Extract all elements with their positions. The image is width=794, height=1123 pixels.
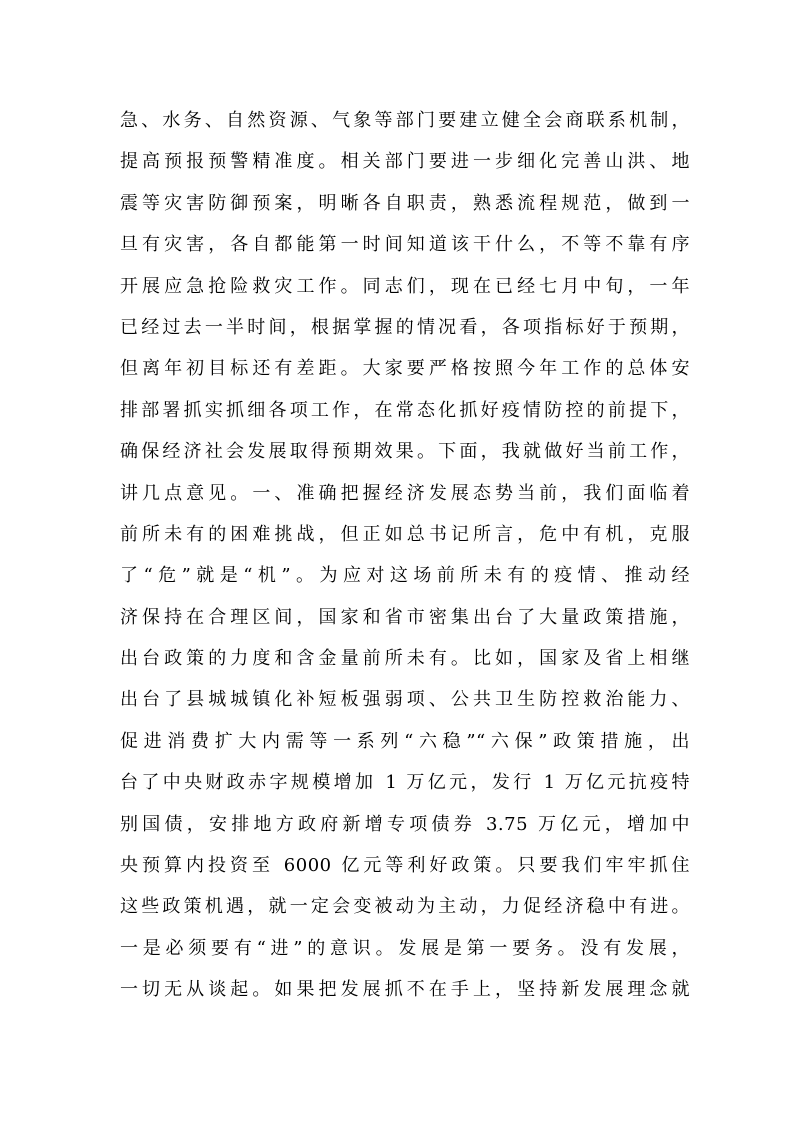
text-line: 排部署抓实抓细各项工作，在常态化抓好疫情防控的前提下， — [120, 399, 690, 421]
text-line: 出台政策的力度和含金量前所未有。比如，国家及省上相继 — [120, 648, 690, 670]
text-line: 已经过去一半时间，根据掌握的情况看，各项指标好于预期， — [120, 316, 690, 338]
text-line: 央预算内投资至 6000 亿元等利好政策。只要我们牢牢抓住 — [120, 855, 690, 877]
text-line: 提高预报预警精准度。相关部门要进一步细化完善山洪、地 — [120, 151, 690, 173]
text-line: 讲几点意见。一、准确把握经济发展态势当前，我们面临着 — [120, 482, 690, 504]
text-line: 旦有灾害，各自都能第一时间知道该干什么，不等不靠有序 — [120, 234, 690, 256]
body-text — [120, 100, 690, 1011]
text-line: 开展应急抢险救灾工作。同志们，现在已经七月中旬，一年 — [120, 275, 690, 297]
text-line: 但离年初目标还有差距。大家要严格按照今年工作的总体安 — [120, 358, 690, 380]
text-line: 确保经济社会发展取得预期效果。下面，我就做好当前工作， — [120, 441, 690, 463]
text-line: 这些政策机遇，就一定会变被动为主动，力促经济稳中有进。 — [120, 896, 690, 918]
text-line: 前所未有的困难挑战，但正如总书记所言，危中有机，克服 — [120, 523, 690, 545]
text-line: 急、水务、自然资源、气象等部门要建立健全会商联系机制， — [120, 110, 690, 131]
text-line: 出台了县城城镇化补短板强弱项、公共卫生防控救治能力、 — [120, 689, 690, 711]
text-line: 了“危”就是“机”。为应对这场前所未有的疫情、推动经 — [120, 565, 690, 587]
text-line: 一切无从谈起。如果把发展抓不在手上，坚持新发展理念就 — [120, 979, 690, 1001]
text-line: 台了中央财政赤字规模增加 1 万亿元，发行 1 万亿元抗疫特 — [120, 772, 690, 794]
text-line: 震等灾害防御预案，明晰各自职责，熟悉流程规范，做到一 — [120, 192, 690, 214]
text-line: 一是必须要有“进”的意识。发展是第一要务。没有发展， — [120, 937, 690, 959]
text-line: 济保持在合理区间，国家和省市密集出台了大量政策措施， — [120, 606, 690, 628]
text-line: 促进消费扩大内需等一系列“六稳”“六保”政策措施，出 — [120, 730, 690, 752]
text-line: 别国债，安排地方政府新增专项债券 3.75 万亿元，增加中 — [120, 813, 690, 835]
